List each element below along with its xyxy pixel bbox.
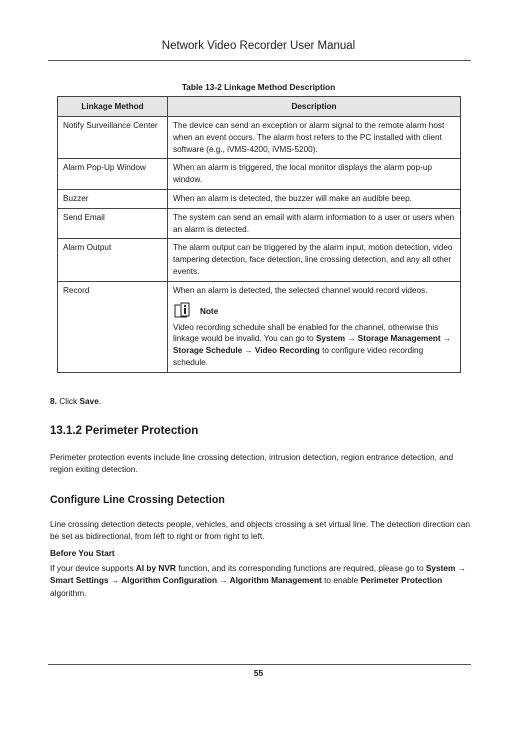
bys-text-3: to enable	[321, 575, 361, 586]
note-text-start: Video recording schedule shall be enabled for the channel, otherwise this linkage would be invalid. You can go to	[173, 322, 439, 344]
linkage-method-table	[57, 96, 461, 373]
record-description: When an alarm is detected, the selected channel would record videos.	[173, 285, 428, 295]
note-text	[173, 322, 456, 369]
method-cell: Alarm Output	[58, 239, 168, 281]
description-cell: When an alarm is detected, the buzzer will make an audible beep.	[168, 189, 461, 208]
bys-text-1: If your device supports	[50, 563, 136, 573]
page-header-title: Network Video Recorder User Manual	[161, 40, 356, 52]
section-paragraph: Perimeter protection events include line crossing detection, intrusion detection, region entrance detection, and region exiting detection.	[50, 452, 454, 475]
bys-bold-perimeter: Perimeter Protection	[360, 575, 443, 586]
bys-bold-ai: AI by NVR	[135, 563, 176, 573]
step-8	[50, 396, 101, 406]
table-row	[58, 189, 461, 208]
description-cell	[168, 281, 461, 372]
step-text: Click	[59, 396, 80, 406]
note-label: Note	[200, 307, 219, 317]
table-row	[58, 239, 461, 281]
bys-text-4: algorithm.	[50, 587, 87, 598]
note-menu-path: System → Storage Management → Storage Schedule → Video Recording	[173, 334, 452, 356]
bys-text-2: function, and its corresponding functions are required, please go to	[175, 563, 426, 573]
method-cell: Record	[58, 281, 168, 372]
table-header-row	[58, 97, 461, 117]
note-info-icon	[173, 302, 199, 319]
section-heading: 13.1.2 Perimeter Protection	[50, 425, 199, 437]
table-row	[58, 117, 461, 159]
step-end: .	[98, 396, 102, 406]
footer-divider	[48, 664, 471, 665]
page-number: 55	[253, 668, 264, 678]
table-row	[58, 208, 461, 239]
method-cell: Notify Surveillance Center	[58, 117, 168, 159]
subsection-paragraph: Line crossing detection detects people, vehicles, and objects crossing a set virtual line. The detection direction can be set as bidirectional, from left to right or from right to left.	[50, 519, 471, 542]
header-divider	[48, 60, 471, 61]
table-row	[58, 281, 461, 372]
bys-menu-path: System → Smart Settings → Algorithm Configuration → Algorithm Management	[50, 563, 466, 586]
method-cell: Send Email	[58, 208, 168, 239]
step-action: Save	[79, 396, 99, 406]
subsection-heading: Configure Line Crossing Detection	[50, 494, 225, 506]
description-cell: When an alarm is triggered, the local monitor displays the alarm pop-up window.	[168, 159, 461, 190]
before-you-start-paragraph	[50, 562, 470, 599]
method-cell: Buzzer	[58, 189, 168, 208]
column-header-description: Description	[168, 97, 461, 117]
method-cell: Alarm Pop-Up Window	[58, 159, 168, 190]
table-caption: Table 13-2 Linkage Method Description	[181, 82, 336, 92]
note-heading	[173, 302, 456, 319]
before-you-start-heading: Before You Start	[50, 548, 115, 558]
description-cell: The system can send an email with alarm information to a user or users when an alarm is detected.	[168, 208, 461, 239]
column-header-method: Linkage Method	[58, 97, 168, 117]
step-number: 8.	[50, 396, 57, 406]
note-text-end: to configure video recording schedule.	[173, 346, 424, 367]
description-cell: The device can send an exception or alarm signal to the remote alarm host when an event occurs. The alarm host refers to the PC installed with client software (e.g., iVMS-4200, iVMS-5200).	[168, 117, 461, 159]
table-row	[58, 159, 461, 190]
description-cell: The alarm output can be triggered by the alarm input, motion detection, video tampering detection, face detection, line crossing detection, and any all other events.	[168, 239, 461, 281]
